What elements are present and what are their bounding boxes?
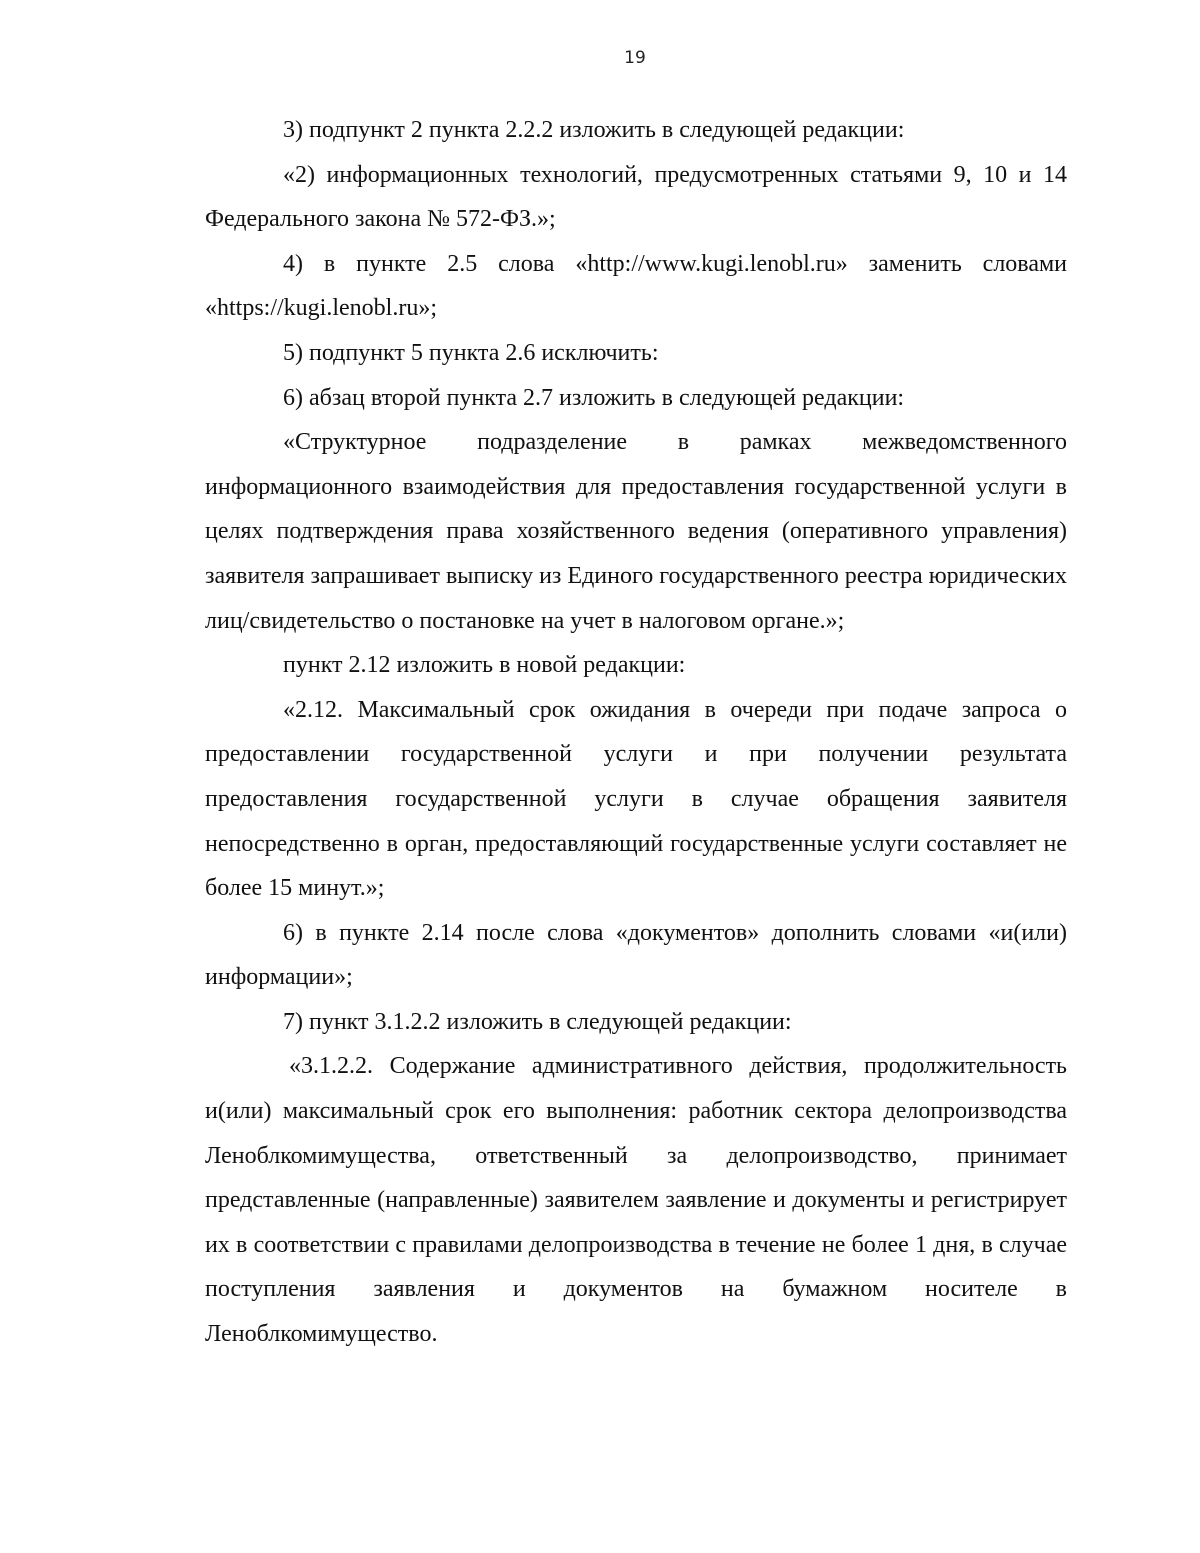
paragraph-item-6-point-2-14: 6) в пункте 2.14 после слова «документов» дополнить словами «и(или) информации»; (205, 919, 1067, 991)
paragraph-point-2-12: пункт 2.12 изложить в новой редакции: (283, 652, 686, 679)
document-body (205, 108, 1067, 1357)
paragraph-item-6-abzac: 6) абзац второй пункта 2.7 изложить в следующей редакции: (283, 384, 905, 411)
paragraph-item-4: 4) в пункте 2.5 слова «http://www.kugi.lenobl.ru» заменить словами «https://kugi.lenobl.ru»; (205, 250, 1067, 322)
paragraph-quote-structural-unit: «Структурное подразделение в рамках межведомственного информационного взаимодействия для предоставления государственной услуги в целях подтверждения права хозяйственного ведения (оперативного управления) заявителя запрашивает выписку из Единого государственного реестра юридических лиц/свидетельство о постановке на учет в налоговом органе.»; (205, 429, 1067, 634)
page-number: 19 (624, 48, 646, 68)
paragraph-quote-3-1-2-2: «3.1.2.2. Содержание административного действия, продолжительность и(или) максимальный срок его выполнения: работник сектора делопроизводства Леноблкомимущества, ответственный за делопроизводство, принимает представленные (направленные) заявителем заявление и документы и регистрирует их в соответствии с правилами делопроизводства в течение не более 1 дня, в случае поступления заявления и документов на бумажном носителе в Леноблкомимущество. (205, 1053, 1067, 1348)
paragraph-quote-item-2: «2) информационных технологий, предусмотренных статьями 9, 10 и 14 Федерального закона № 572-ФЗ.»; (205, 161, 1067, 233)
paragraph-quote-2-12: «2.12. Максимальный срок ожидания в очереди при подаче запроса о предоставлении государственной услуги и при получении результата предоставления государственной услуги в случае обращения заявителя непосредственно в орган, предоставляющий государственные услуги составляет не более 15 минут.»; (205, 696, 1067, 902)
paragraph-item-7: 7) пункт 3.1.2.2 изложить в следующей редакции: (283, 1008, 792, 1035)
paragraph-item-5: 5) подпункт 5 пункта 2.6 исключить: (283, 339, 659, 366)
paragraph-item-3: 3) подпункт 2 пункта 2.2.2 изложить в следующей редакции: (283, 117, 905, 143)
